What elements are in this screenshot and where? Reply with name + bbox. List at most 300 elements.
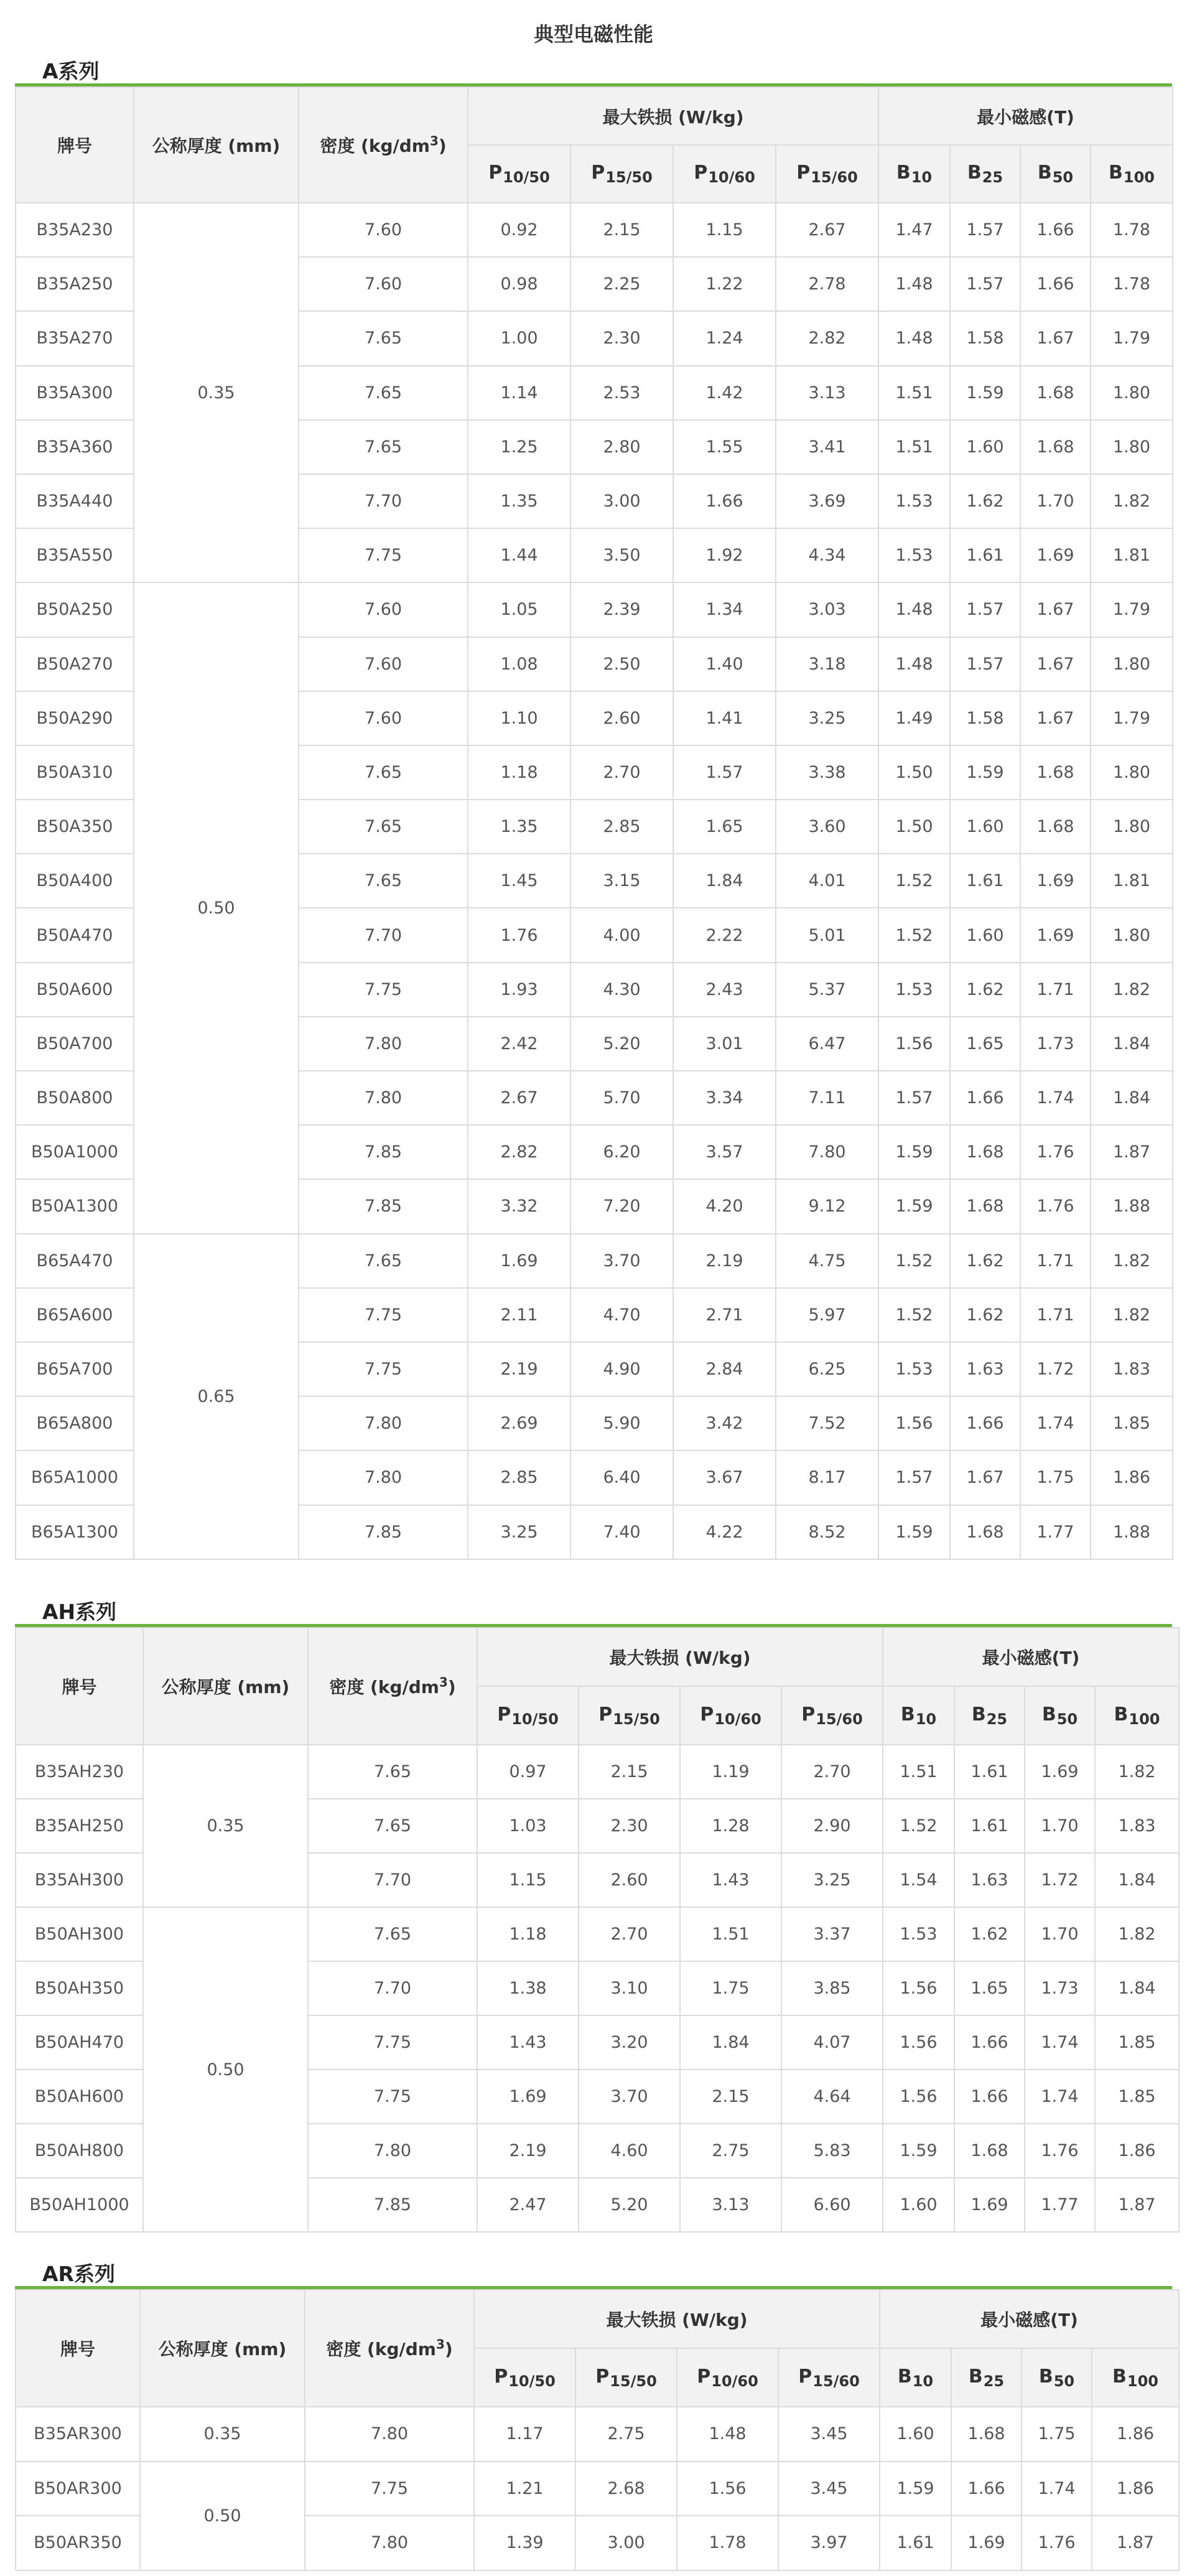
cell-density: 7.70 <box>299 908 468 962</box>
cell-b10: 1.52 <box>883 1799 954 1853</box>
cell-p15-50: 4.60 <box>579 2124 680 2178</box>
cell-p10-50: 0.92 <box>468 203 570 257</box>
cell-p15-60: 5.01 <box>776 908 878 962</box>
cell-density: 7.75 <box>308 2015 477 2070</box>
cell-p15-60: 2.67 <box>776 203 878 257</box>
header-loss-p15-60 <box>781 1686 883 1745</box>
cell-b100: 1.85 <box>1095 2015 1179 2070</box>
cell-p10-60: 4.20 <box>673 1179 776 1233</box>
cell-p15-50: 4.30 <box>570 963 673 1017</box>
cell-b50: 1.68 <box>1020 420 1091 474</box>
cell-thickness: 0.50 <box>140 2462 305 2570</box>
cell-density: 7.60 <box>299 582 468 637</box>
cell-b50: 1.73 <box>1025 1961 1095 2015</box>
cell-p15-50: 2.80 <box>570 420 673 474</box>
header-grade: 牌号 <box>16 1628 143 1745</box>
cell-p15-50: 4.00 <box>570 908 673 962</box>
cell-p10-50: 1.05 <box>468 582 570 637</box>
cell-b25: 1.62 <box>950 1288 1020 1342</box>
cell-b50: 1.75 <box>1020 1450 1091 1505</box>
cell-b50: 1.77 <box>1020 1505 1091 1559</box>
cell-p15-50: 4.90 <box>570 1342 673 1396</box>
subscript: 50 <box>1052 169 1074 186</box>
cell-density: 7.75 <box>299 528 468 582</box>
cell-p15-60: 9.12 <box>776 1179 878 1233</box>
cell-grade: B50AH300 <box>16 1907 143 1961</box>
cell-grade: B50AH600 <box>16 2070 143 2124</box>
subscript: 25 <box>986 1710 1008 1728</box>
cell-p10-50: 2.19 <box>477 2124 579 2178</box>
cell-density: 7.80 <box>305 2407 474 2462</box>
symbol: P <box>700 1703 714 1725</box>
cell-b10: 1.47 <box>878 203 950 257</box>
cell-density: 7.75 <box>305 2462 474 2516</box>
symbol: B <box>967 162 982 184</box>
cell-p15-60: 3.85 <box>781 1961 883 2015</box>
section-title: AH系列 <box>42 1600 117 1624</box>
cell-grade: B50AH1000 <box>16 2178 143 2232</box>
cell-b10: 1.57 <box>878 1071 950 1125</box>
header-density <box>299 87 468 203</box>
cell-b50: 1.76 <box>1025 2124 1095 2178</box>
spec-table <box>15 2289 1180 2571</box>
cell-p15-50: 4.70 <box>570 1288 673 1342</box>
cell-b10: 1.59 <box>878 1125 950 1179</box>
density-exponent: 3 <box>429 133 439 149</box>
subscript: 50 <box>1056 1710 1078 1728</box>
header-loss-p10-60 <box>677 2348 778 2407</box>
cell-b100: 1.80 <box>1091 637 1173 691</box>
cell-b100: 1.83 <box>1091 1342 1173 1396</box>
header-loss-p10-60 <box>680 1686 781 1745</box>
symbol: B <box>1112 2365 1127 2387</box>
cell-grade: B50A800 <box>16 1071 134 1125</box>
subscript: 100 <box>1127 2372 1158 2390</box>
cell-p10-60: 1.34 <box>673 582 776 637</box>
cell-p10-60: 1.48 <box>677 2407 778 2462</box>
cell-b25: 1.66 <box>954 2070 1025 2124</box>
cell-p15-50: 2.85 <box>570 800 673 854</box>
symbol: P <box>801 1703 816 1725</box>
cell-b50: 1.74 <box>1025 2015 1095 2070</box>
subscript: 10/60 <box>708 169 755 186</box>
cell-b50: 1.67 <box>1020 637 1091 691</box>
cell-b100: 1.83 <box>1095 1799 1179 1853</box>
density-close: ) <box>447 1677 456 1697</box>
cell-p10-50: 2.67 <box>468 1071 570 1125</box>
cell-b25: 1.66 <box>951 2462 1022 2516</box>
cell-p15-50: 5.70 <box>570 1071 673 1125</box>
cell-p10-60: 1.41 <box>673 691 776 745</box>
header-thickness: 公称厚度 (mm) <box>143 1628 308 1745</box>
header-loss-p10-50 <box>474 2348 575 2407</box>
cell-b10: 1.52 <box>878 1288 950 1342</box>
cell-density: 7.80 <box>299 1017 468 1071</box>
cell-p15-50: 2.53 <box>570 366 673 420</box>
density-exponent: 3 <box>439 1674 448 1690</box>
cell-b10: 1.50 <box>878 800 950 854</box>
cell-p15-60: 8.52 <box>776 1505 878 1559</box>
cell-grade: B35A250 <box>16 257 134 311</box>
cell-p10-60: 2.19 <box>673 1234 776 1288</box>
cell-b25: 1.58 <box>950 691 1020 745</box>
cell-b25: 1.60 <box>950 420 1020 474</box>
cell-grade: B65A470 <box>16 1234 134 1288</box>
cell-p10-60: 1.15 <box>673 203 776 257</box>
series-section <box>15 2262 1172 2571</box>
cell-b25: 1.57 <box>950 582 1020 637</box>
cell-b50: 1.74 <box>1025 2070 1095 2124</box>
cell-b50: 1.76 <box>1020 1125 1091 1179</box>
cell-p15-50: 3.50 <box>570 528 673 582</box>
cell-b10: 1.49 <box>878 691 950 745</box>
cell-grade: B35AR300 <box>16 2407 140 2462</box>
cell-grade: B50AH470 <box>16 2015 143 2070</box>
cell-p15-60: 2.70 <box>781 1745 883 1799</box>
subscript: 15/60 <box>811 169 858 186</box>
symbol: P <box>595 2365 610 2387</box>
cell-p10-60: 4.22 <box>673 1505 776 1559</box>
cell-b10: 1.53 <box>878 963 950 1017</box>
cell-p15-50: 3.10 <box>579 1961 680 2015</box>
cell-b100: 1.79 <box>1091 311 1173 365</box>
cell-b100: 1.82 <box>1091 963 1173 1017</box>
header-max-iron-loss: 最大铁损 (W/kg) <box>474 2290 880 2348</box>
cell-b50: 1.68 <box>1020 800 1091 854</box>
subscript: 10 <box>915 1710 937 1728</box>
cell-b10: 1.60 <box>880 2407 951 2462</box>
header-grade: 牌号 <box>16 87 134 203</box>
cell-p15-60: 2.78 <box>776 257 878 311</box>
cell-p15-60: 3.97 <box>778 2516 880 2570</box>
cell-b100: 1.85 <box>1091 1396 1173 1450</box>
spec-table <box>15 1627 1180 2233</box>
cell-b50: 1.74 <box>1020 1396 1091 1450</box>
cell-b100: 1.84 <box>1091 1017 1173 1071</box>
subscript: 10/60 <box>711 2372 758 2390</box>
subscript: 10/50 <box>508 2372 556 2390</box>
subscript: 10/50 <box>511 1710 559 1728</box>
cell-p15-50: 2.15 <box>579 1745 680 1799</box>
cell-grade: B50AH800 <box>16 2124 143 2178</box>
symbol: B <box>968 2365 983 2387</box>
cell-density: 7.70 <box>308 1961 477 2015</box>
cell-grade: B35A360 <box>16 420 134 474</box>
cell-p15-50: 7.40 <box>570 1505 673 1559</box>
cell-density: 7.80 <box>299 1071 468 1125</box>
cell-b100: 1.87 <box>1091 1125 1173 1179</box>
cell-density: 7.80 <box>308 2124 477 2178</box>
header-max-iron-loss: 最大铁损 (W/kg) <box>468 87 878 145</box>
cell-b50: 1.71 <box>1020 963 1091 1017</box>
header-flux-b100 <box>1091 145 1173 203</box>
cell-thickness: 0.50 <box>134 582 299 1233</box>
subscript: 15/60 <box>816 1710 863 1728</box>
header-min-flux-density: 最小磁感(T) <box>878 87 1173 145</box>
cell-b25: 1.62 <box>950 1234 1020 1288</box>
cell-p15-50: 2.75 <box>575 2407 677 2462</box>
cell-b50: 1.75 <box>1022 2407 1092 2462</box>
section-header <box>15 59 1172 86</box>
cell-density: 7.75 <box>299 1288 468 1342</box>
header-density <box>308 1628 477 1745</box>
cell-p15-50: 3.00 <box>570 474 673 528</box>
cell-grade: B35AH250 <box>16 1799 143 1853</box>
cell-p10-50: 1.18 <box>468 745 570 800</box>
cell-b100: 1.84 <box>1095 1853 1179 1907</box>
cell-b100: 1.80 <box>1091 908 1173 962</box>
cell-b25: 1.62 <box>950 474 1020 528</box>
cell-b50: 1.68 <box>1020 745 1091 800</box>
cell-p10-60: 1.66 <box>673 474 776 528</box>
cell-b25: 1.68 <box>950 1179 1020 1233</box>
cell-p15-50: 2.70 <box>579 1907 680 1961</box>
header-min-flux-density: 最小磁感(T) <box>880 2290 1179 2348</box>
cell-p15-60: 4.75 <box>776 1234 878 1288</box>
cell-p10-60: 3.57 <box>673 1125 776 1179</box>
cell-p15-60: 3.25 <box>781 1853 883 1907</box>
cell-p10-50: 1.69 <box>468 1234 570 1288</box>
cell-density: 7.65 <box>308 1745 477 1799</box>
cell-p10-50: 1.25 <box>468 420 570 474</box>
header-loss-p10-50 <box>477 1686 579 1745</box>
cell-p15-60: 7.52 <box>776 1396 878 1450</box>
header-flux-b50 <box>1020 145 1091 203</box>
symbol: B <box>1041 1703 1056 1725</box>
cell-b50: 1.66 <box>1020 203 1091 257</box>
symbol: B <box>1038 2365 1053 2387</box>
cell-b50: 1.70 <box>1025 1799 1095 1853</box>
cell-p10-50: 1.10 <box>468 691 570 745</box>
cell-b50: 1.67 <box>1020 691 1091 745</box>
cell-p10-50: 0.97 <box>477 1745 579 1799</box>
cell-p10-60: 2.43 <box>673 963 776 1017</box>
subscript: 100 <box>1123 169 1155 186</box>
cell-b25: 1.60 <box>950 800 1020 854</box>
cell-p10-50: 1.18 <box>477 1907 579 1961</box>
cell-p15-60: 3.03 <box>776 582 878 637</box>
density-label: 密度 (kg/dm <box>320 136 430 156</box>
symbol: P <box>697 2365 711 2387</box>
subscript: 50 <box>1053 2372 1075 2390</box>
symbol: B <box>896 162 911 184</box>
cell-grade: B50A1000 <box>16 1125 134 1179</box>
cell-grade: B50A700 <box>16 1017 134 1071</box>
cell-grade: B35AH230 <box>16 1745 143 1799</box>
cell-grade: B50AH350 <box>16 1961 143 2015</box>
cell-b10: 1.61 <box>880 2516 951 2570</box>
header-flux-b25 <box>954 1686 1025 1745</box>
cell-density: 7.75 <box>308 2070 477 2124</box>
cell-density: 7.80 <box>299 1450 468 1505</box>
cell-p15-60: 3.38 <box>776 745 878 800</box>
cell-grade: B50A290 <box>16 691 134 745</box>
cell-b100: 1.84 <box>1095 1961 1179 2015</box>
cell-p15-60: 4.34 <box>776 528 878 582</box>
cell-thickness: 0.50 <box>143 1907 308 2232</box>
cell-p10-50: 1.43 <box>477 2015 579 2070</box>
cell-p10-50: 1.38 <box>477 1961 579 2015</box>
cell-grade: B50A600 <box>16 963 134 1017</box>
cell-p10-60: 1.65 <box>673 800 776 854</box>
cell-grade: B65A600 <box>16 1288 134 1342</box>
cell-density: 7.70 <box>308 1853 477 1907</box>
cell-b25: 1.57 <box>950 637 1020 691</box>
cell-b25: 1.63 <box>954 1853 1025 1907</box>
cell-density: 7.65 <box>299 745 468 800</box>
symbol: B <box>897 2365 912 2387</box>
density-exponent: 3 <box>435 2336 445 2352</box>
cell-p15-60: 4.07 <box>781 2015 883 2070</box>
cell-p10-50: 1.21 <box>474 2462 575 2516</box>
cell-b25: 1.59 <box>950 745 1020 800</box>
cell-p10-60: 1.22 <box>673 257 776 311</box>
header-loss-p15-60 <box>776 145 878 203</box>
cell-p15-50: 3.20 <box>579 2015 680 2070</box>
cell-b50: 1.67 <box>1020 311 1091 365</box>
cell-p15-60: 7.11 <box>776 1071 878 1125</box>
cell-density: 7.60 <box>299 203 468 257</box>
cell-b10: 1.52 <box>878 854 950 908</box>
spec-table <box>15 86 1173 1560</box>
cell-b25: 1.68 <box>951 2407 1022 2462</box>
cell-density: 7.85 <box>308 2178 477 2232</box>
header-flux-b50 <box>1022 2348 1092 2407</box>
cell-p15-50: 5.90 <box>570 1396 673 1450</box>
cell-p15-50: 3.15 <box>570 854 673 908</box>
table-row <box>16 1745 1179 1799</box>
cell-b25: 1.61 <box>954 1745 1025 1799</box>
cell-b50: 1.72 <box>1020 1342 1091 1396</box>
header-flux-b10 <box>880 2348 951 2407</box>
cell-grade: B50A350 <box>16 800 134 854</box>
symbol: P <box>598 1703 613 1725</box>
cell-b100: 1.82 <box>1091 1288 1173 1342</box>
cell-b100: 1.86 <box>1095 2124 1179 2178</box>
cell-p15-50: 6.40 <box>570 1450 673 1505</box>
cell-p10-60: 1.56 <box>677 2462 778 2516</box>
cell-p15-60: 6.25 <box>776 1342 878 1396</box>
symbol: B <box>971 1703 986 1725</box>
cell-b25: 1.69 <box>951 2516 1022 2570</box>
cell-p15-60: 3.37 <box>781 1907 883 1961</box>
cell-grade: B50A470 <box>16 908 134 962</box>
cell-b10: 1.48 <box>878 582 950 637</box>
cell-p10-50: 1.14 <box>468 366 570 420</box>
cell-p15-50: 5.20 <box>570 1017 673 1071</box>
cell-p10-60: 2.22 <box>673 908 776 962</box>
cell-p10-50: 1.35 <box>468 800 570 854</box>
cell-b100: 1.82 <box>1091 474 1173 528</box>
cell-b10: 1.51 <box>883 1745 954 1799</box>
cell-p10-50: 2.42 <box>468 1017 570 1071</box>
cell-p15-60: 8.17 <box>776 1450 878 1505</box>
symbol: B <box>900 1703 915 1725</box>
cell-b10: 1.57 <box>878 1450 950 1505</box>
cell-p15-50: 2.60 <box>570 691 673 745</box>
cell-density: 7.60 <box>299 691 468 745</box>
cell-grade: B35A300 <box>16 366 134 420</box>
cell-p15-50: 3.70 <box>579 2070 680 2124</box>
cell-b10: 1.60 <box>883 2178 954 2232</box>
cell-p15-60: 6.60 <box>781 2178 883 2232</box>
cell-density: 7.85 <box>299 1179 468 1233</box>
cell-b10: 1.52 <box>878 908 950 962</box>
cell-b25: 1.62 <box>950 963 1020 1017</box>
cell-b50: 1.77 <box>1025 2178 1095 2232</box>
cell-p15-50: 2.50 <box>570 637 673 691</box>
header-thickness: 公称厚度 (mm) <box>134 87 299 203</box>
cell-b25: 1.67 <box>950 1450 1020 1505</box>
symbol: P <box>798 2365 812 2387</box>
cell-b50: 1.67 <box>1020 582 1091 637</box>
cell-p10-60: 2.84 <box>673 1342 776 1396</box>
cell-b100: 1.82 <box>1095 1745 1179 1799</box>
cell-p10-60: 3.42 <box>673 1396 776 1450</box>
cell-b50: 1.69 <box>1020 854 1091 908</box>
table-row <box>16 1234 1173 1288</box>
cell-b100: 1.78 <box>1091 203 1173 257</box>
cell-p10-50: 2.69 <box>468 1396 570 1450</box>
header-density <box>305 2290 474 2407</box>
cell-b25: 1.58 <box>950 311 1020 365</box>
cell-p10-60: 2.15 <box>680 2070 781 2124</box>
cell-p10-60: 1.43 <box>680 1853 781 1907</box>
subscript: 15/50 <box>610 2372 657 2390</box>
cell-b10: 1.48 <box>878 637 950 691</box>
cell-b50: 1.74 <box>1022 2462 1092 2516</box>
cell-p15-50: 2.68 <box>575 2462 677 2516</box>
table-row <box>16 2462 1179 2516</box>
cell-b50: 1.76 <box>1020 1179 1091 1233</box>
cell-p15-60: 3.18 <box>776 637 878 691</box>
cell-p10-50: 2.11 <box>468 1288 570 1342</box>
cell-p10-50: 1.35 <box>468 474 570 528</box>
cell-b50: 1.70 <box>1025 1907 1095 1961</box>
cell-b10: 1.53 <box>878 528 950 582</box>
subscript: 10/50 <box>503 169 550 186</box>
cell-b100: 1.87 <box>1095 2178 1179 2232</box>
cell-grade: B50AR350 <box>16 2516 140 2570</box>
cell-density: 7.65 <box>299 311 468 365</box>
page-title: 典型电磁性能 <box>533 22 653 46</box>
cell-p15-60: 3.69 <box>776 474 878 528</box>
header-loss-p15-50 <box>570 145 673 203</box>
cell-p10-50: 1.39 <box>474 2516 575 2570</box>
cell-b100: 1.81 <box>1091 528 1173 582</box>
cell-b50: 1.69 <box>1020 528 1091 582</box>
cell-p10-60: 3.01 <box>673 1017 776 1071</box>
cell-p15-50: 3.70 <box>570 1234 673 1288</box>
section-header <box>15 1600 1172 1627</box>
cell-b100: 1.86 <box>1092 2462 1179 2516</box>
cell-p15-60: 5.97 <box>776 1288 878 1342</box>
density-label: 密度 (kg/dm <box>326 2339 436 2359</box>
cell-b100: 1.88 <box>1091 1505 1173 1559</box>
header-loss-p15-50 <box>575 2348 677 2407</box>
cell-b25: 1.59 <box>950 366 1020 420</box>
cell-b25: 1.61 <box>950 528 1020 582</box>
cell-b50: 1.73 <box>1020 1017 1091 1071</box>
header-flux-b50 <box>1025 1686 1095 1745</box>
header-flux-b100 <box>1092 2348 1179 2407</box>
header-flux-b25 <box>950 145 1020 203</box>
cell-b25: 1.62 <box>954 1907 1025 1961</box>
cell-density: 7.70 <box>299 474 468 528</box>
cell-p15-50: 2.30 <box>579 1799 680 1853</box>
cell-p15-60: 3.13 <box>776 366 878 420</box>
cell-b25: 1.66 <box>950 1071 1020 1125</box>
